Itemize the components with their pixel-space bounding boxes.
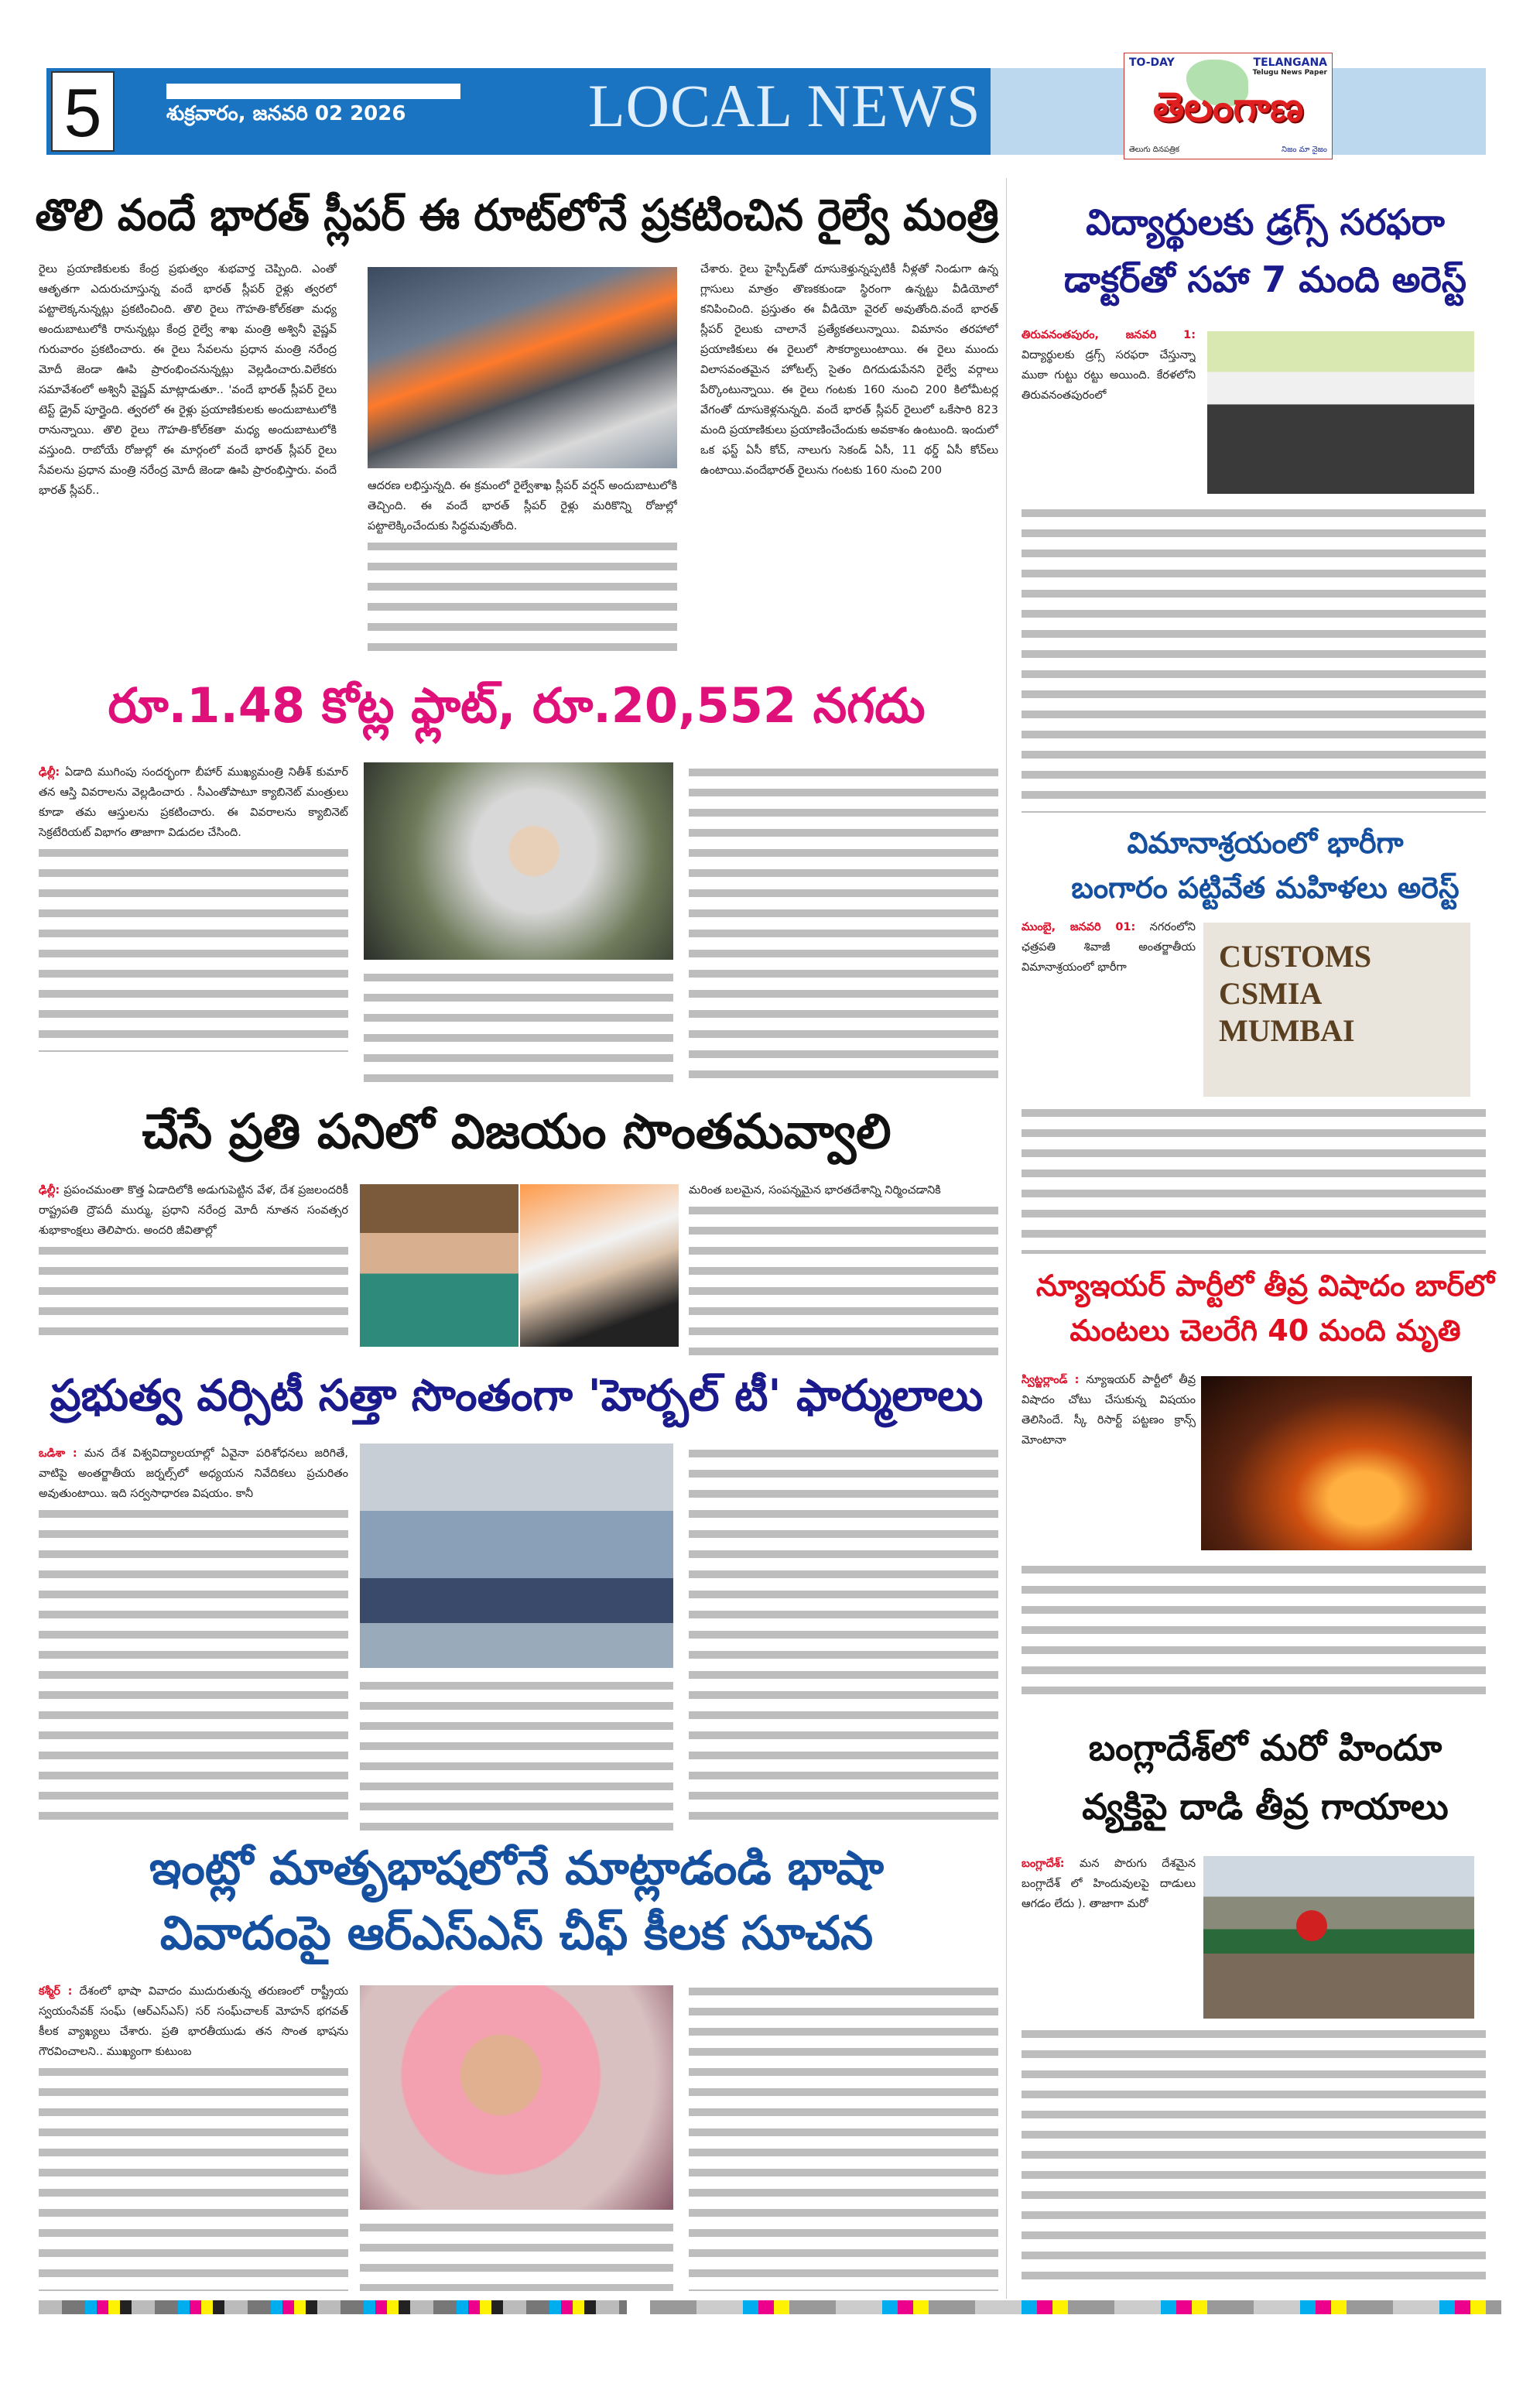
headline-bar-fire: [1018, 1263, 1513, 1353]
flag-emblem: [1296, 1910, 1327, 1941]
headline-new-year-wishes: చేసే ప్రతి పనిలో విజయం సొంతమవ్వాలి: [142, 1103, 891, 1159]
arrested-group-photo: [1207, 331, 1474, 494]
headline-drugs-arrest: [1018, 193, 1513, 308]
article-text: మరింత బలమైన, సంపన్నమైన భారతదేశాన్ని నిర్మించడానికి: [689, 1180, 998, 1358]
headline-line: విద్యార్థులకు డ్రగ్స్ సరఫరా: [1086, 201, 1445, 243]
headline-line: మంటలు చెలరేగి 40 మంది మృతి: [1069, 1313, 1461, 1348]
logo-tagline-right: నిజం మా నైజం: [1282, 146, 1327, 154]
article-text: ఢిల్లీ: ఏడాది ముగింపు సందర్భంగా బీహార్ ముఖ్యమంత్రి నితీశ్ కుమార్ తన ఆస్తి వివరాలను వెల్లడించారు . సీఎంతోపాటూ క్యాబినెట్ మంత్రులు కూడా తమ ఆస్తులను ప్రకటించారు. ఈ వివరాలను క్యాబినెట్ సెక్రటేరియట్ విభాగం తాజాగా విడుదల చేసింది.: [39, 762, 348, 1087]
nitish-kumar-photo: [364, 762, 673, 960]
article-text: ఒడిశా : మన దేశ విశ్వవిద్యాలయాల్లో ఏవైనా పరిశోధనలు జరిగితే, వాటిపై అంతర్జాతీయ జర్నల్స్‌లో అధ్యయన నివేదికలు ప్రచురితం అవుతుంటాయి. ఇది సర్వసాధారణ విషయం. కానీ: [39, 1444, 348, 1830]
headline-nitish-assets: రూ.1.48 కోట్ల ఫ్లాట్, రూ.20,552 నగదు: [108, 677, 926, 734]
article-text: [360, 1676, 673, 1830]
article-text: ఢిల్లీ: ప్రపంచమంతా కొత్త ఏడాదిలోకి అడుగుపెట్టిన వేళ, దేశ ప్రజలందరికీ రాష్ట్రపతి ద్రౌపదీ ముర్ము, ప్రధాని నరేంద్ర మోదీ నూతన సంవత్సర శుభాకాంక్షలు తెలిపారు. అందరి జీవితాల్లో: [39, 1180, 348, 1358]
article-text: రైలు ప్రయాణికులకు కేంద్ర ప్రభుత్వం శుభవార్త చెప్పింది. ఎంతో ఆతృతగా ఎదురుచూస్తున్న వందే భారత్ స్లీపర్ రైళ్లు త్వరలో పట్టాలెక్కనున్నట్లు ప్రకటించింది. తొలి రైలు గౌహతి-కోల్‌కతా మధ్య అందుబాటులోకి రానున్నట్లు కేంద్ర రైల్వే శాఖ మంత్రి అశ్వినీ వైష్ణవ్ గురువారం ప్రకటించారు. ఈ రైలు సేవలను ప్రధాన మంత్రి నరేంద్ర మోదీ జెండా ఊపి ప్రారంభించనున్నట్లు వెల్లడించారు.విలేకరు సమావేశంలో అశ్వినీ వైష్ణవ్ మాట్లాడుతూ.. 'వందే భారత్ స్లీపర్ రైలు టెస్ట్ డ్రైవ్ పూర్తైంది. త్వరలో ఈ రైళ్లు ప్రయాణికులకు అందుబాటులోకి రానున్నాయి. తొలి రైలు గౌహతి-కోల్‌కతా మధ్య అందుబాటులోకి వస్తుంది. రాబోయే రోజుల్లో ఈ మార్గంలో వందే భారత్ స్లీపర్ రైలు సేవలను ప్రధాన మంత్రి నరేంద్ర మోదీ జెండా ఊపి ప్రారంభిస్తారు. వందే భారత్ స్లీపర్..: [39, 263, 337, 497]
university-group-photo: [360, 1444, 673, 1668]
article-text: [1022, 503, 1486, 813]
article-text: [1022, 1103, 1486, 1254]
logo-name: తెలంగాణ: [1152, 84, 1304, 131]
article-text: స్విట్జర్లాండ్ : న్యూఇయర్ పార్టీలో తీవ్ర విషాదం చోటు చేసుకున్న విషయం తెలిసిందే. స్కీ రిసార్ట్ పట్టణం క్రాన్స్ మోంటానా: [1022, 1374, 1196, 1447]
headline-line: బంగారం పట్టివేత మహిళలు అరెస్ట్: [1071, 871, 1460, 905]
headline-bangladesh-attack: [1018, 1718, 1513, 1836]
customs-sign-photo: [1203, 923, 1470, 1097]
headline-line: విమానాశ్రయంలో భారీగా: [1127, 826, 1404, 860]
color-registration-bar: [39, 2300, 627, 2314]
article-text: [360, 2217, 673, 2291]
headline-herbal-tea-wrap: [35, 1370, 998, 1422]
fire-photo: [1201, 1376, 1472, 1550]
article-text: [689, 1444, 998, 1830]
logo-today: TO-DAY: [1129, 57, 1175, 69]
article-text: చేశారు. రైలు హైస్పీడ్‌తో దూసుకెళ్తున్నప్పటికీ నీళ్లతో నిండుగా ఉన్న గ్లాసులు మాత్రం తొణకకుండా స్థిరంగా ఉన్నట్టు వీడియోలో కనిపించింది. ప్రస్తుతం ఈ వీడియో వైరల్ అవుతోంది.వందే భారత్ స్లీపర్ రైలుకు చాలానే ప్రత్యేకతలున్నాయి. విమానం తరహాలో ప్రయాణికులు ఈ రైలులో సౌకర్యాలుంటాయి. ఈ రైలు ముందు విలాసవంతమైన హోటల్స్ సైతం దిగదుడుపేనని రైల్వే వర్గాలు పేర్కొంటున్నాయి. ఈ రైలు గంటకు 160 నుంచి 200 కిలోమీటర్ల వేగంతో దూసుకెళ్లనున్నది. వందే భారత్ స్లీపర్ రైలులో ఒకేసారి 823 మంది ప్రయాణికులు ప్రయాణించేందుకు అవకాశం ఉంటుంది. ఇందులో ఒక ఫస్ట్ ఏసీ కోచ్, నాలుగు సెకండ్ ఏసీ, 11 థర్డ్ ఏసీ కోచ్‌లు ఉంటాయి.వందేభారత్ రైలును గంటకు 160 నుంచి 200: [700, 263, 998, 477]
headline-new-year-wishes-wrap: [35, 1103, 998, 1160]
article-text: [1022, 1560, 1486, 1707]
headline-line: బంగ్లాదేశ్‌లో మరో హిందూ: [1088, 1727, 1442, 1769]
column-divider: [1006, 178, 1007, 2299]
headline-line: డాక్టర్‌తో సహా 7 మంది అరెస్ట్: [1063, 259, 1467, 300]
headline-gold-seizure: [1018, 820, 1513, 910]
headline-line: వ్యక్తిపై దాడి తీవ్ర గాయాలు: [1082, 1786, 1449, 1827]
article-text: ముంబై, జనవరి 01: నగరంలోని ఛత్రపతి శివాజీ అంతర్జాతీయ విమానాశ్రయంలో భారీగా: [1022, 921, 1196, 974]
protest-photo: [1203, 1856, 1474, 2019]
section-title: LOCAL NEWS: [588, 72, 981, 139]
issue-date: శుక్రవారం, జనవరి 02 2026: [166, 102, 406, 125]
pm-modi-photo: [520, 1184, 679, 1347]
article-text: ఆదరణ లభిస్తున్నది. ఈ క్రమంలో రైల్వేశాఖ స్లీపర్ వర్షన్ అందుబాటులోకి తెచ్చింది. ఈ వందే భారత్ స్లీపర్ రైళ్లు మరికొన్ని రోజుల్లో పట్టాలెక్కించేందుకు సిద్ధమవుతోంది.: [368, 476, 677, 662]
mohan-bhagwat-photo: [360, 1985, 673, 2210]
president-photo: [360, 1184, 518, 1347]
logo-telangana: TELANGANA Telugu News Paper: [1252, 57, 1327, 77]
headline-nitish-assets-wrap: [35, 677, 998, 735]
headline-herbal-tea: ప్రభుత్వ వర్సిటీ సత్తా సొంతంగా 'హెర్బల్ టీ' ఫార్ములాలు: [50, 1371, 984, 1421]
article-text: [364, 967, 673, 1087]
page-number: 5: [51, 71, 115, 152]
article-text: [1022, 2024, 1486, 2291]
article-text: తిరువనంతపురం, జనవరి 1: విద్యార్థులకు డ్రగ్స్ సరఫరా చేస్తున్నా ముఠా గుట్టు రట్టు అయింది. కేరళలోని తిరువనంతపురంలో: [1022, 329, 1196, 402]
headline-line: న్యూఇయర్ పార్టీలో తీవ్ర విషాదం బార్‌లో: [1035, 1269, 1495, 1303]
headline-rss-language: [35, 1836, 998, 1966]
article-text: [689, 762, 998, 1087]
article-text: బంగ్లాదేశ్: మన పొరుగు దేశమైన బంగ్లాదేశ్ లో హిందువులపై దాడులు ఆగడం లేదు ). తాజాగా మరో: [1022, 1858, 1196, 1910]
article-text: కశ్మీర్ : దేశంలో భాషా వివాదం ముదురుతున్న తరుణంలో రాష్ట్రీయ స్వయంసేవక్ సంఘ్ (ఆర్ఎస్ఎస్) సర్ సంఘ్‌చాలక్ మోహన్ భగవత్ కీలక వ్యాఖ్యలు చేశారు. ప్రతి భారతీయుడు తన సొంత భాషను గౌరవించాలని.. ముఖ్యంగా కుటుంబ: [39, 1981, 348, 2291]
headline-line: ఇంట్లో మాతృభాషలోనే మాట్లాడండి భాషా: [149, 1841, 884, 1896]
customs-sign-text: CUSTOMS CSMIA MUMBAI: [1219, 939, 1372, 1048]
color-registration-bar: [650, 2300, 1501, 2314]
date-bar: [166, 84, 460, 99]
headline-vande-bharat-wrap: [35, 190, 998, 241]
headline-vande-bharat: తొలి వందే భారత్ స్లీపర్ ఈ రూట్‌లోనే ప్రకటించిన రైల్వే మంత్రి: [35, 190, 998, 241]
masthead-logo: [1124, 53, 1333, 159]
train-photo: [368, 267, 677, 468]
logo-tagline-left: తెలుగు దినపత్రిక: [1129, 146, 1180, 154]
article-text: [689, 1981, 998, 2291]
headline-line: వివాదంపై ఆర్ఎస్ఎస్ చీఫ్ కీలక సూచన: [159, 1906, 874, 1961]
